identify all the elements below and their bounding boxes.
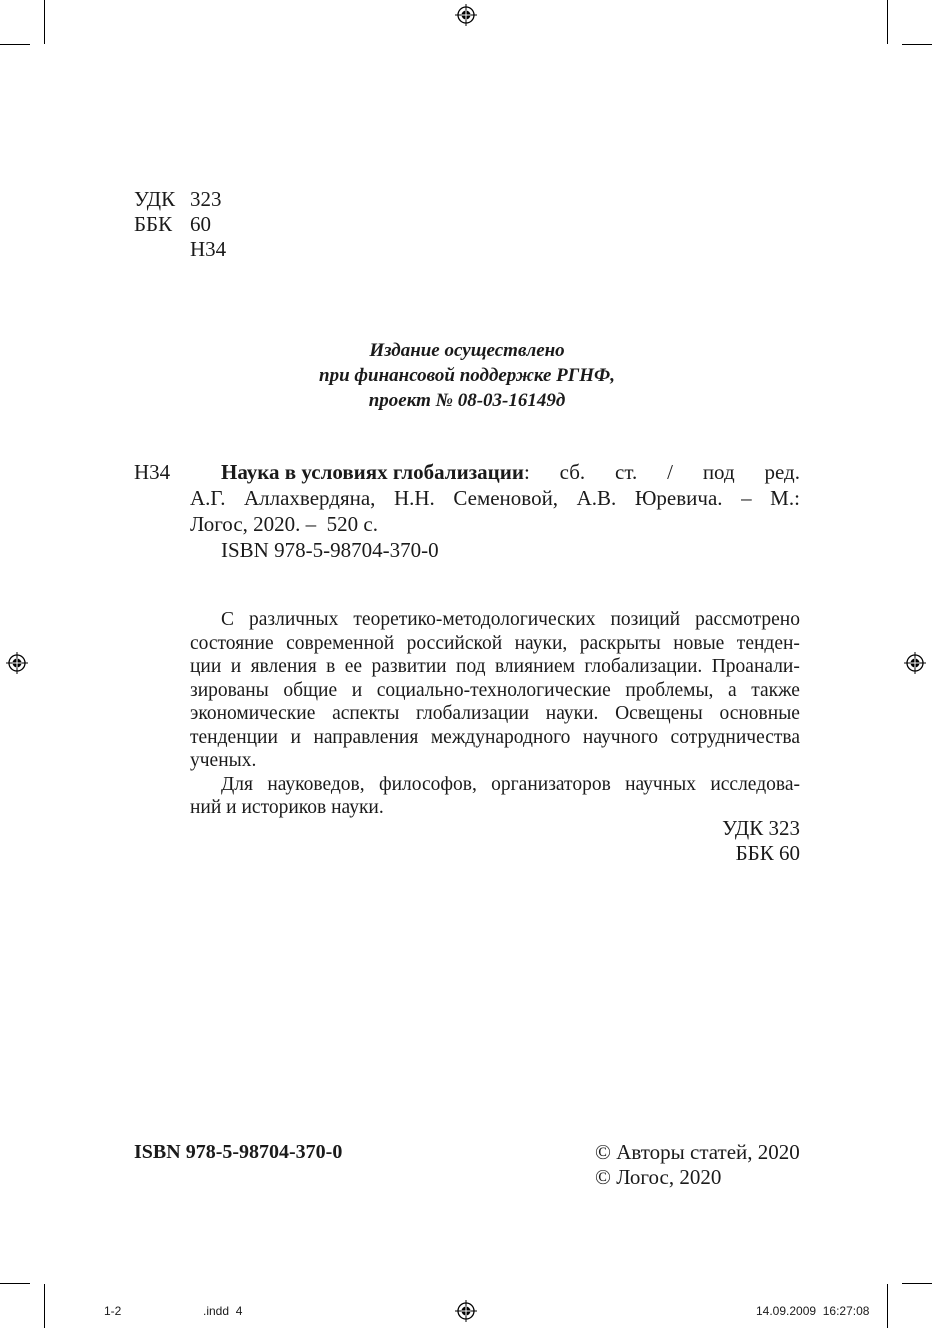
abstract-word: направления: [313, 726, 419, 748]
abstract-word: зированы: [190, 679, 269, 701]
author-sign: Н34: [190, 237, 227, 261]
funding-note: [240, 338, 694, 413]
abstract-word: глобализации: [416, 703, 530, 724]
bbk-label: ББК: [134, 212, 173, 236]
abstract-word: влиянием: [494, 656, 575, 677]
bib-word: под: [702, 460, 735, 484]
bib-word: –: [741, 486, 752, 510]
copyright-line: © Логос, 2020: [595, 1165, 722, 1189]
abstract-word: явления: [250, 656, 317, 677]
abstract-word: Проанали-: [711, 656, 800, 677]
abstract-word: состояние: [190, 632, 274, 654]
slug-file-name: .indd 4: [203, 1304, 243, 1318]
abstract-line: [190, 655, 800, 679]
bib-publisher-line: Логос, 2020. – 520 с.: [190, 512, 378, 536]
crop-mark: [887, 0, 888, 44]
registration-mark-icon: [455, 1300, 477, 1322]
classification-block: [134, 187, 226, 262]
abstract-word: научных: [625, 773, 697, 795]
bib-word: /: [667, 460, 673, 484]
abstract-word: науки,: [514, 632, 568, 654]
classification-right: [722, 816, 800, 866]
funding-note-line: Издание осуществлено: [369, 340, 565, 361]
bib-word: сб.: [559, 460, 586, 484]
crop-mark: [902, 44, 932, 45]
abstract-line: [190, 632, 800, 656]
abstract-word: тенден-: [736, 632, 800, 654]
abstract: [190, 608, 800, 820]
bbk-right: ББК 60: [735, 841, 800, 865]
abstract-word: под: [456, 656, 486, 677]
bib-word: Аллахвердяна,: [243, 486, 376, 510]
crop-mark: [44, 0, 45, 44]
registration-mark-icon: [455, 4, 477, 26]
abstract-word: международного: [430, 726, 571, 748]
bib-word: А.Г.: [190, 486, 226, 510]
registration-mark-icon: [904, 652, 926, 674]
abstract-word: а: [727, 679, 737, 701]
abstract-word: научного: [582, 726, 659, 748]
abstract-word: ции: [190, 656, 222, 677]
abstract-word: аспекты: [332, 703, 400, 724]
bibliography-code: Н34: [134, 460, 171, 484]
abstract-word: Освещены: [615, 703, 703, 724]
abstract-word: развитии: [371, 656, 447, 677]
bib-word: Семеновой,: [453, 486, 559, 510]
abstract-word: экономические: [190, 703, 316, 724]
udk-value: 323: [190, 187, 222, 211]
bib-word: М.:: [770, 486, 800, 510]
abstract-word: социально-технологические: [376, 679, 611, 701]
abstract-line: [190, 702, 800, 726]
abstract-word: рассмотрено: [695, 609, 800, 630]
abstract-word: в: [326, 656, 336, 677]
abstract-word: теоретико-методологических: [353, 609, 596, 630]
copyright-block: [595, 1140, 800, 1190]
abstract-line: ний и историков науки.: [190, 797, 384, 818]
bbk-value: 60: [190, 212, 211, 236]
abstract-line: ученых.: [190, 750, 257, 771]
abstract-word: науковедов,: [267, 773, 365, 795]
slug-file-part: 1-2: [104, 1304, 122, 1318]
abstract-word: Для: [221, 773, 254, 795]
isbn-bottom: ISBN 978-5-98704-370-0: [134, 1141, 343, 1163]
crop-mark: [902, 1283, 932, 1284]
bib-word: :: [523, 460, 530, 484]
abstract-word: проблемы,: [625, 679, 714, 701]
abstract-word: С: [221, 609, 235, 630]
abstract-word: и: [290, 726, 301, 748]
abstract-word: основные: [719, 703, 800, 724]
abstract-line: [190, 608, 800, 632]
abstract-word: новые: [673, 632, 725, 654]
udk-right: УДК 323: [722, 816, 800, 840]
abstract-word: философов,: [378, 773, 477, 795]
abstract-word: позиций: [610, 609, 681, 630]
abstract-word: раскрыты: [579, 632, 661, 654]
abstract-word: различных: [249, 609, 339, 630]
udk-label: УДК: [134, 187, 176, 211]
bib-word: ст.: [615, 460, 638, 484]
copyright-line: © Авторы статей, 2020: [595, 1140, 800, 1164]
abstract-line: [190, 726, 800, 750]
bib-word: А.В.: [576, 486, 617, 510]
crop-mark: [0, 1283, 30, 1284]
abstract-word: также: [751, 679, 800, 701]
abstract-word: организаторов: [491, 773, 611, 795]
bib-isbn: ISBN 978-5-98704-370-0: [221, 538, 439, 562]
abstract-word: современной: [286, 632, 395, 654]
abstract-word: науки.: [545, 703, 599, 724]
abstract-word: общие: [283, 679, 338, 701]
funding-note-line: при финансовой поддержке РГНФ,: [319, 365, 615, 386]
abstract-word: ее: [344, 656, 363, 677]
abstract-word: исследова-: [710, 773, 800, 795]
abstract-line: [190, 679, 800, 703]
abstract-word: и: [230, 656, 242, 677]
bib-word: ред.: [764, 460, 800, 484]
abstract-word: российской: [406, 632, 503, 654]
abstract-word: сотрудничества: [670, 726, 800, 748]
abstract-word: глобализации.: [584, 656, 703, 677]
abstract-line: [190, 773, 800, 797]
registration-mark-icon: [6, 652, 28, 674]
bib-word: Юревича.: [634, 486, 723, 510]
bibliography-record: [190, 459, 800, 563]
bib-word: Н.Н.: [393, 486, 435, 510]
abstract-word: и: [351, 679, 363, 701]
crop-mark: [887, 1284, 888, 1328]
slug-timestamp: 14.09.2009 16:27:08: [756, 1304, 870, 1318]
book-title: Наука в условиях глобализации: [221, 460, 524, 484]
abstract-word: тенденции: [190, 726, 278, 748]
crop-mark: [0, 44, 30, 45]
crop-mark: [44, 1284, 45, 1328]
funding-note-line: проект № 08-03-16149д: [368, 390, 566, 411]
